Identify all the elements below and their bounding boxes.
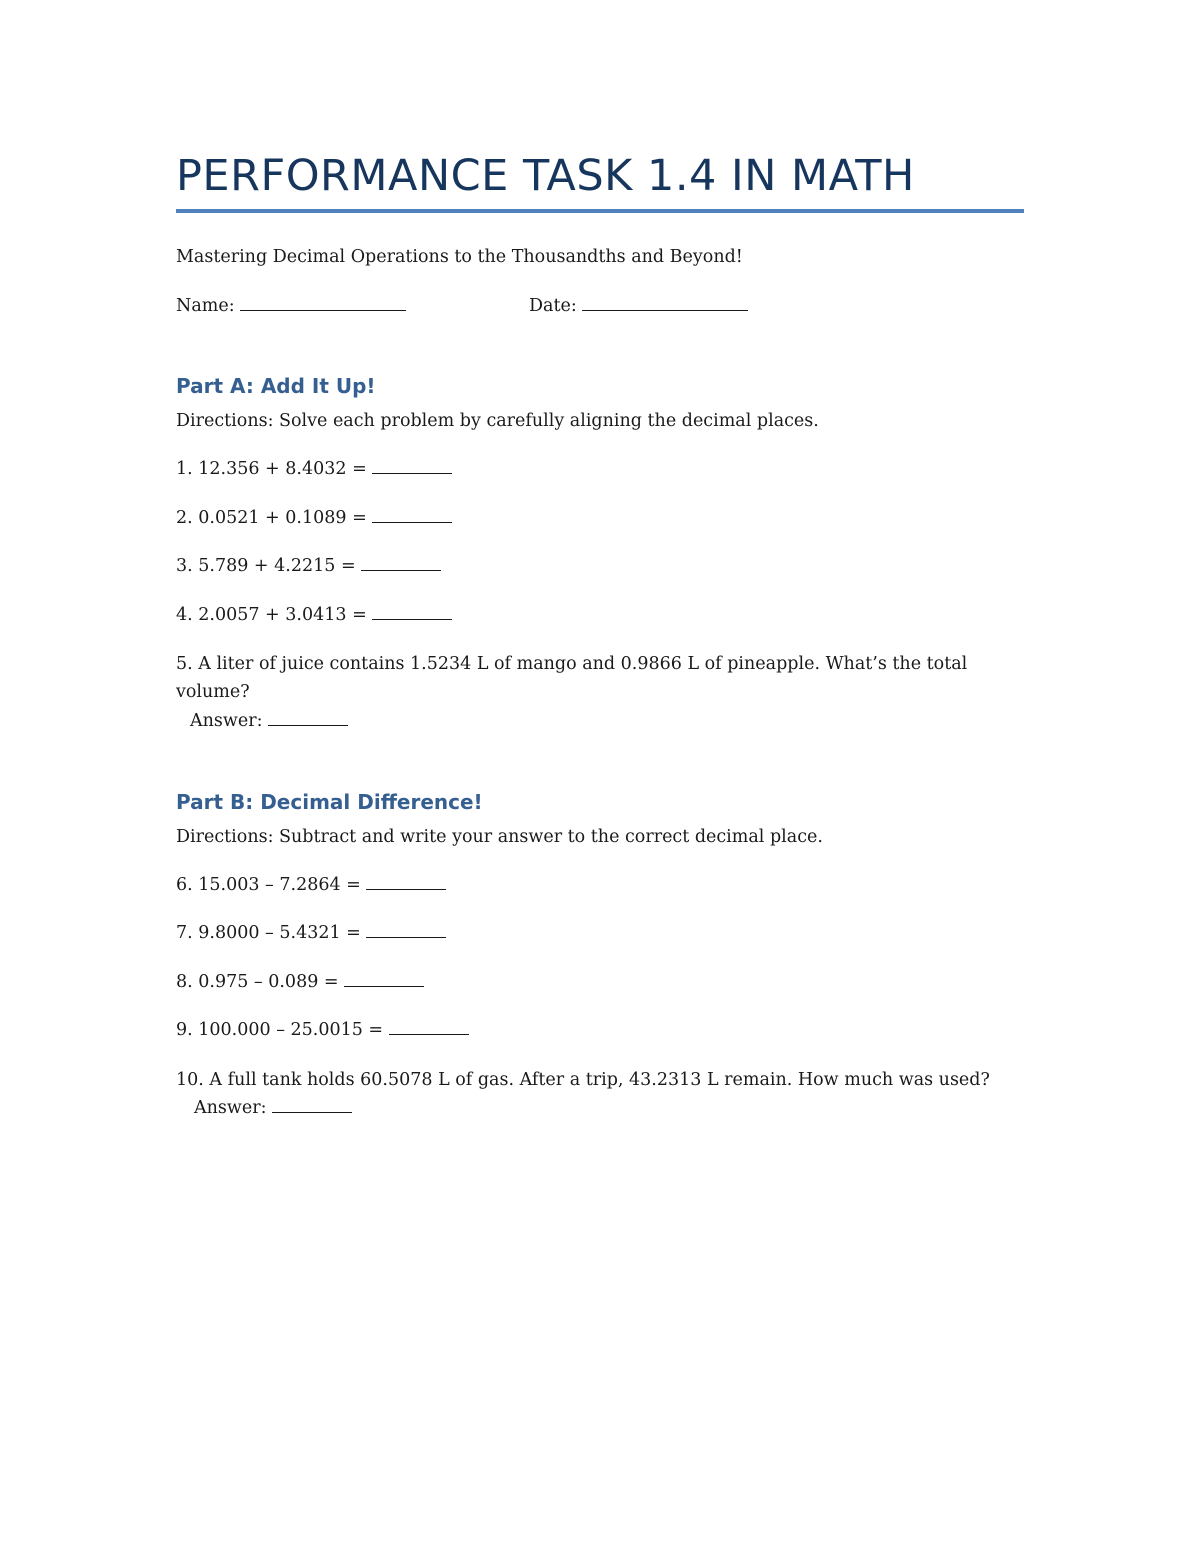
answer-blank[interactable] <box>372 504 452 523</box>
question-9 <box>176 1016 469 1044</box>
title-underline <box>176 209 1024 213</box>
question-7 <box>176 919 446 947</box>
question-2 <box>176 504 452 532</box>
answer-blank[interactable] <box>344 968 424 987</box>
answer-blank[interactable] <box>366 919 446 938</box>
worksheet-page <box>176 0 1024 1553</box>
question-text: 6. 15.003 – 7.2864 = <box>176 875 361 895</box>
answer-blank[interactable] <box>389 1016 469 1035</box>
question-text: 7. 9.8000 – 5.4321 = <box>176 923 361 943</box>
part-a-directions: Directions: Solve each problem by carefully aligning the decimal places. <box>176 411 819 431</box>
subtitle: Mastering Decimal Operations to the Thousandths and Beyond! <box>176 247 743 267</box>
question-text: 4. 2.0057 + 3.0413 = <box>176 605 367 625</box>
answer-blank[interactable] <box>268 707 348 726</box>
question-text: 9. 100.000 – 25.0015 = <box>176 1020 384 1040</box>
date-label: Date: <box>529 296 577 316</box>
answer-label: Answer: <box>194 1098 267 1118</box>
question-text: 1. 12.356 + 8.4032 = <box>176 459 367 479</box>
name-field <box>176 292 406 320</box>
part-a-heading: Part A: Add It Up! <box>176 374 376 398</box>
question-5-line-2: volume? <box>176 682 250 702</box>
question-text: 8. 0.975 – 0.089 = <box>176 972 339 992</box>
question-text: 3. 5.789 + 4.2215 = <box>176 556 356 576</box>
answer-label: Answer: <box>190 711 263 731</box>
question-8 <box>176 968 424 996</box>
part-b-directions: Directions: Subtract and write your answer to the correct decimal place. <box>176 827 823 847</box>
answer-blank[interactable] <box>366 871 446 890</box>
question-10-line-1: 10. A full tank holds 60.5078 L of gas. After a trip, 43.2313 L remain. How much was used? <box>176 1070 990 1090</box>
question-4 <box>176 601 452 629</box>
question-5-line-1: 5. A liter of juice contains 1.5234 L of mango and 0.9866 L of pineapple. What’s the total <box>176 654 968 674</box>
question-1 <box>176 455 452 483</box>
answer-blank[interactable] <box>361 552 441 571</box>
question-3 <box>176 552 441 580</box>
name-label: Name: <box>176 296 235 316</box>
question-text: 2. 0.0521 + 0.1089 = <box>176 508 367 528</box>
page-title: PERFORMANCE TASK 1.4 IN MATH <box>176 151 915 201</box>
answer-blank[interactable] <box>372 455 452 474</box>
name-blank[interactable] <box>240 292 406 311</box>
part-b-heading: Part B: Decimal Difference! <box>176 790 483 814</box>
answer-blank[interactable] <box>372 601 452 620</box>
question-10-answer <box>194 1094 352 1122</box>
date-blank[interactable] <box>582 292 748 311</box>
answer-blank[interactable] <box>272 1094 352 1113</box>
question-5-answer <box>190 707 348 735</box>
date-field <box>529 292 748 320</box>
question-6 <box>176 871 446 899</box>
